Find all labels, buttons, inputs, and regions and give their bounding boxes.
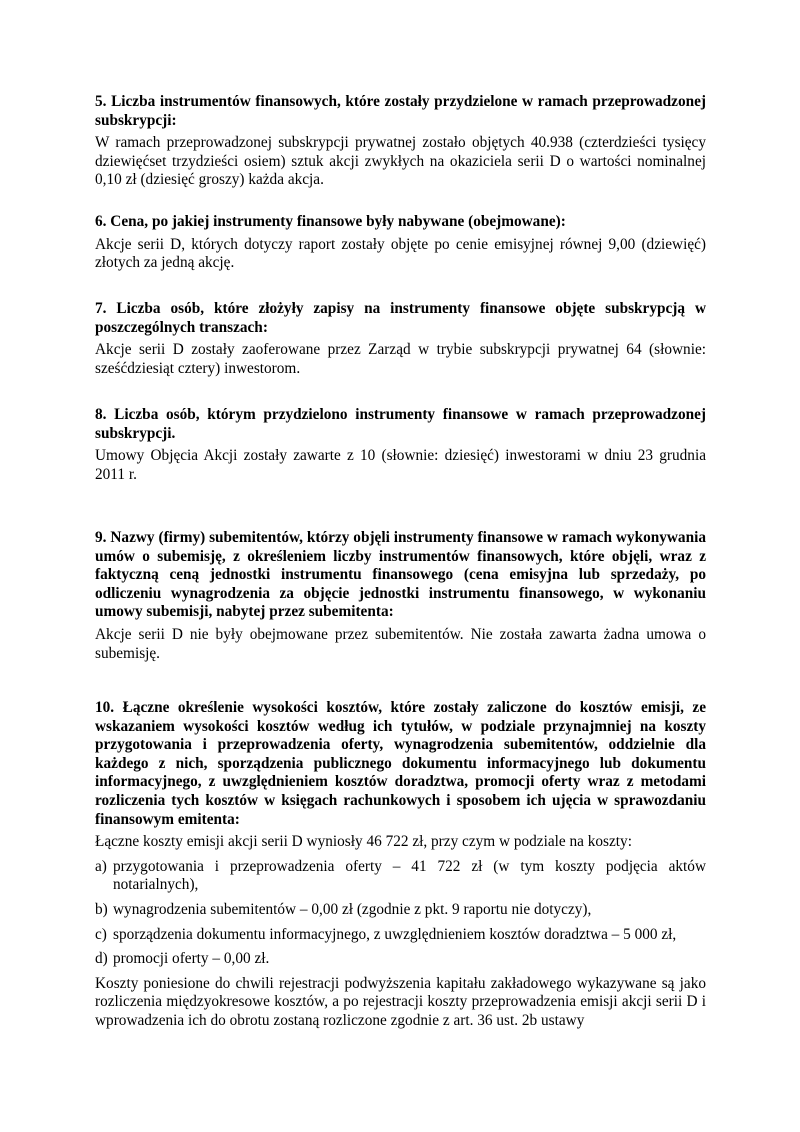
section-9 (95, 529, 706, 663)
section-7 (95, 300, 706, 378)
section-body: Umowy Objęcia Akcji zostały zawarte z 10 (słownie: dziesięć) inwestorami w dniu 23 grudnia 2011 r. (95, 447, 706, 483)
section-heading: 8. Liczba osób, którym przydzielono instrumenty finansowe w ramach przeprowadzonej subskrypcji. (95, 406, 706, 442)
list-marker: a) (95, 857, 107, 875)
list-item-text: przygotowania i przeprowadzenia oferty – 41 722 zł (w tym koszty podjęcia aktów notarialnych), (113, 857, 706, 894)
section-8 (95, 406, 706, 484)
cost-list (95, 858, 706, 969)
list-marker: d) (95, 950, 108, 968)
list-item-text: sporządzenia dokumentu informacyjnego, z uwzględnieniem kosztów doradztwa – 5 000 zł, (113, 925, 677, 943)
section-heading: 10. Łączne określenie wysokości kosztów, które zostały zaliczone do kosztów emisji, ze wskazaniem wysokości kosztów według ich tytułów, w podziale przynajmniej na koszty przygotowania i przeprowadzenia oferty, wynagrodzenia subemitentów, oddzielnie dla każdego z nich, sporządzenia publicznego dokumentu informacyjnego lub dokumentu informacyjnego, z uwzględnieniem kosztów doradztwa, promocji oferty wraz z metodami rozliczenia tych kosztów w księgach rachunkowych i sposobem ich ujęcia w sprawozdaniu finansowym emitenta: (95, 699, 706, 828)
section-body: Akcje serii D nie były obejmowane przez subemitentów. Nie została zawarta żadna umowa o subemisję. (95, 625, 706, 662)
section-6 (95, 213, 706, 273)
list-marker: c) (95, 925, 107, 943)
section-heading: 6. Cena, po jakiej instrumenty finansowe były nabywane (obejmowane): (95, 213, 566, 230)
section-5 (95, 93, 706, 190)
list-item (95, 901, 706, 920)
list-item-text: promocji oferty – 0,00 zł. (113, 950, 270, 968)
section-closing: Koszty poniesione do chwili rejestracji podwyższenia kapitału zakładowego wykazywane są jako rozliczenia międzyokresowe kosztów, a po rejestracji koszty przeprowadzenia emisji akcji serii D i wprowadzenia ich do obrotu zostaną rozliczone zgodnie z art. 36 ust. 2b ustawy (95, 974, 706, 1029)
section-body: Akcje serii D, których dotyczy raport zostały objęte po cenie emisyjnej równej 9,00 (dziewięć) złotych za jedną akcję. (95, 235, 706, 272)
section-body: W ramach przeprowadzonej subskrypcji prywatnej zostało objętych 40.938 (czterdzieści tysięcy dziewięćset trzydzieści osiem) sztuk akcji zwykłych na okaziciela serii D o wartości nominalnej 0,10 zł (dziesięć groszy) każda akcja. (95, 134, 706, 189)
section-heading: 5. Liczba instrumentów finansowych, które zostały przydzielone w ramach przeprowadzonej subskrypcji: (95, 93, 706, 129)
list-item (95, 950, 706, 969)
section-body: Akcje serii D zostały zaoferowane przez Zarząd w trybie subskrypcji prywatnej 64 (słownie: sześćdziesiąt cztery) inwestorom. (95, 341, 706, 377)
list-marker: b) (95, 900, 108, 918)
list-item-text: wynagrodzenia subemitentów – 0,00 zł (zgodnie z pkt. 9 raportu nie dotyczy), (113, 900, 592, 918)
section-heading: 7. Liczba osób, które złożyły zapisy na instrumenty finansowe objęte subskrypcją w poszczególnych transzach: (95, 300, 706, 336)
list-item (95, 858, 706, 895)
list-item (95, 926, 706, 945)
section-heading: 9. Nazwy (firmy) subemitentów, którzy objęli instrumenty finansowe w ramach wykonywania umów o subemisję, z określeniem liczby instrumentów finansowych, które objęli, wraz z faktyczną ceną jednostki instrumentu finansowego (cena emisyjna lub sprzedaży, po odliczeniu wynagrodzenia za objęcie jednostki instrumentu finansowego, w wykonaniu umowy subemisji, nabytej przez subemitenta: (95, 529, 706, 621)
section-10 (95, 699, 706, 1031)
section-body: Łączne koszty emisji akcji serii D wyniosły 46 722 zł, przy czym w podziale na koszty: (95, 833, 632, 851)
